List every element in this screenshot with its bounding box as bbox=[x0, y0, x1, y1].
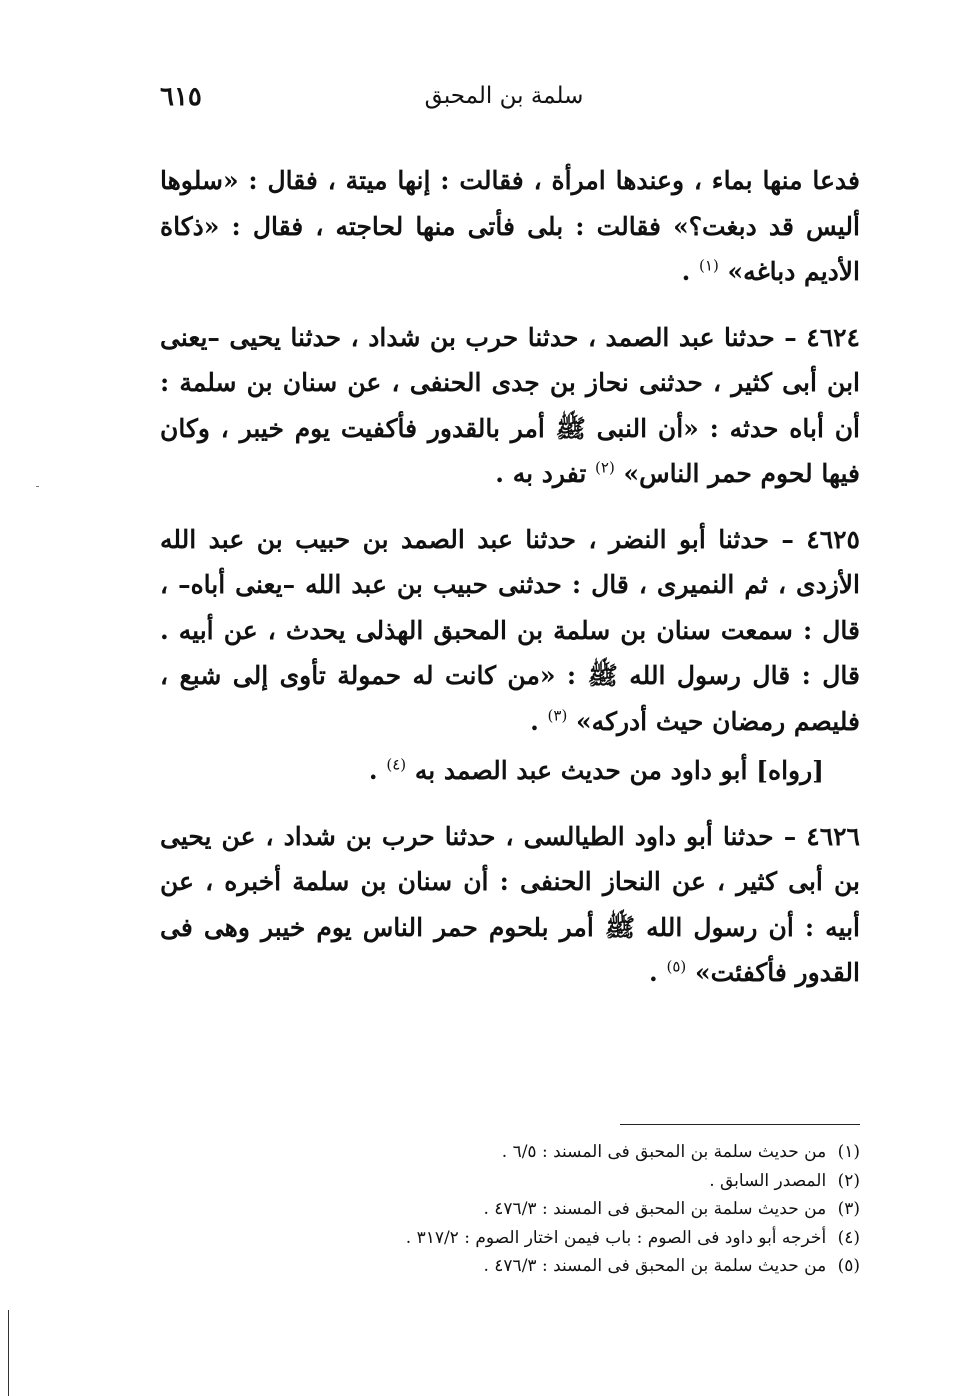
hadith-text: – حدثنا أبو داود الطيالسى ، حدثنا حرب بن شداد ، عن يحيى بن أبى كثير ، عن النحاز الحنفى : أن سنان بن سلمة أخبره ، عن أبيه : أن رسول الله ﷺ أمر بلحوم حمر الناس يوم خيبر وهى فى القدور فأكفئت» bbox=[160, 821, 860, 987]
footnote-item bbox=[160, 1224, 860, 1253]
footnote-ref: (٤) bbox=[386, 755, 407, 774]
page-number: ٦١٥ bbox=[160, 82, 202, 112]
footnote-item bbox=[160, 1252, 860, 1281]
hadith-text: – حدثنا عبد الصمد ، حدثنا حرب بن شداد ، حدثنا يحيى –يعنى ابن أبى كثير ، حدثنى نحاز بن جدى الحنفى ، عن سنان بن سلمة : أن أباه حدثه : «أن النبى ﷺ أمر بالقدور فأكفيت يوم خيبر ، وكان فيها لحوم حمر الناس» bbox=[160, 322, 860, 488]
footnote-text: من حديث سلمة بن المحبق فى المسند : ٤٧٦/٣ . bbox=[483, 1256, 827, 1277]
riwaya-text: [رواه] أبو داود من حديث عبد الصمد به bbox=[414, 756, 824, 785]
footnote-item bbox=[160, 1195, 860, 1224]
footnote-item bbox=[160, 1138, 860, 1167]
footnote-ref: (٣) bbox=[547, 706, 568, 725]
hadith-text: – حدثنا أبو النضر ، حدثنا عبد الصمد بن حبيب بن عبد الله الأزدى ، ثم النميرى ، قال : حدثنى حبيب بن عبد الله –يعنى أباه– ، قال : سمعت سنان بن سلمة بن المحبق الهذلى يحدث ، عن أبيه . قال : قال رسول الله ﷺ : «من كانت له حمولة تأوى إلى شبع ، فليصم رمضان حيث أدركه» bbox=[160, 524, 860, 736]
footnote-text: من حديث سلمة بن المحبق فى المسند : ٤٧٦/٣ . bbox=[483, 1199, 827, 1220]
footnote-number: (٤) bbox=[837, 1227, 860, 1248]
footnote-ref: (٢) bbox=[595, 458, 615, 477]
footnote-number: (٥) bbox=[837, 1256, 860, 1277]
footnote-text: من حديث سلمة بن المحبق فى المسند : ٦/٥ . bbox=[501, 1142, 827, 1162]
footnote-item bbox=[160, 1167, 860, 1196]
footnote-number: (٢) bbox=[837, 1170, 860, 1191]
main-text bbox=[160, 158, 860, 996]
scan-speck bbox=[36, 486, 39, 487]
hadith-tail: . bbox=[649, 958, 658, 987]
hadith-continuation bbox=[160, 158, 860, 295]
footnote-text: المصدر السابق . bbox=[709, 1170, 827, 1191]
hadith-4624 bbox=[160, 315, 860, 497]
page-header bbox=[160, 76, 848, 116]
hadith-4625 bbox=[160, 517, 860, 745]
hadith-number: ٤٦٢٦ bbox=[806, 821, 860, 851]
footnotes bbox=[160, 1138, 860, 1281]
hadith-tail: . bbox=[530, 706, 539, 736]
hadith-text: فدعا منها بماء ، وعندها امرأة ، فقالت : إنها ميتة ، فقال : «سلوها أليس قد دبغت؟» فقالت : بلى فأتى منها لحاجته ، فقال : «ذكاة الأديم دباغه» bbox=[160, 166, 860, 286]
footnote-ref: (٥) bbox=[666, 957, 687, 976]
hadith-tail: تفرد به . bbox=[495, 459, 587, 488]
riwaya-tail: . bbox=[368, 756, 378, 785]
footnote-number: (٣) bbox=[837, 1199, 860, 1220]
hadith-tail: . bbox=[681, 257, 691, 286]
hadith-number: ٤٦٢٤ bbox=[806, 322, 860, 352]
footnote-ref: (١) bbox=[699, 256, 719, 275]
hadith-number: ٤٦٢٥ bbox=[806, 524, 860, 554]
scan-edge-line bbox=[8, 1310, 9, 1396]
footnote-number: (١) bbox=[837, 1142, 860, 1162]
running-title: سلمة بن المحبق bbox=[424, 83, 584, 109]
hadith-4626 bbox=[160, 814, 860, 996]
riwaya-note bbox=[160, 748, 860, 794]
footnote-text: أخرجه أبو داود فى الصوم : باب فيمن اختار الصوم : ٣١٧/٢ . bbox=[405, 1227, 827, 1248]
footnote-divider bbox=[620, 1124, 860, 1125]
